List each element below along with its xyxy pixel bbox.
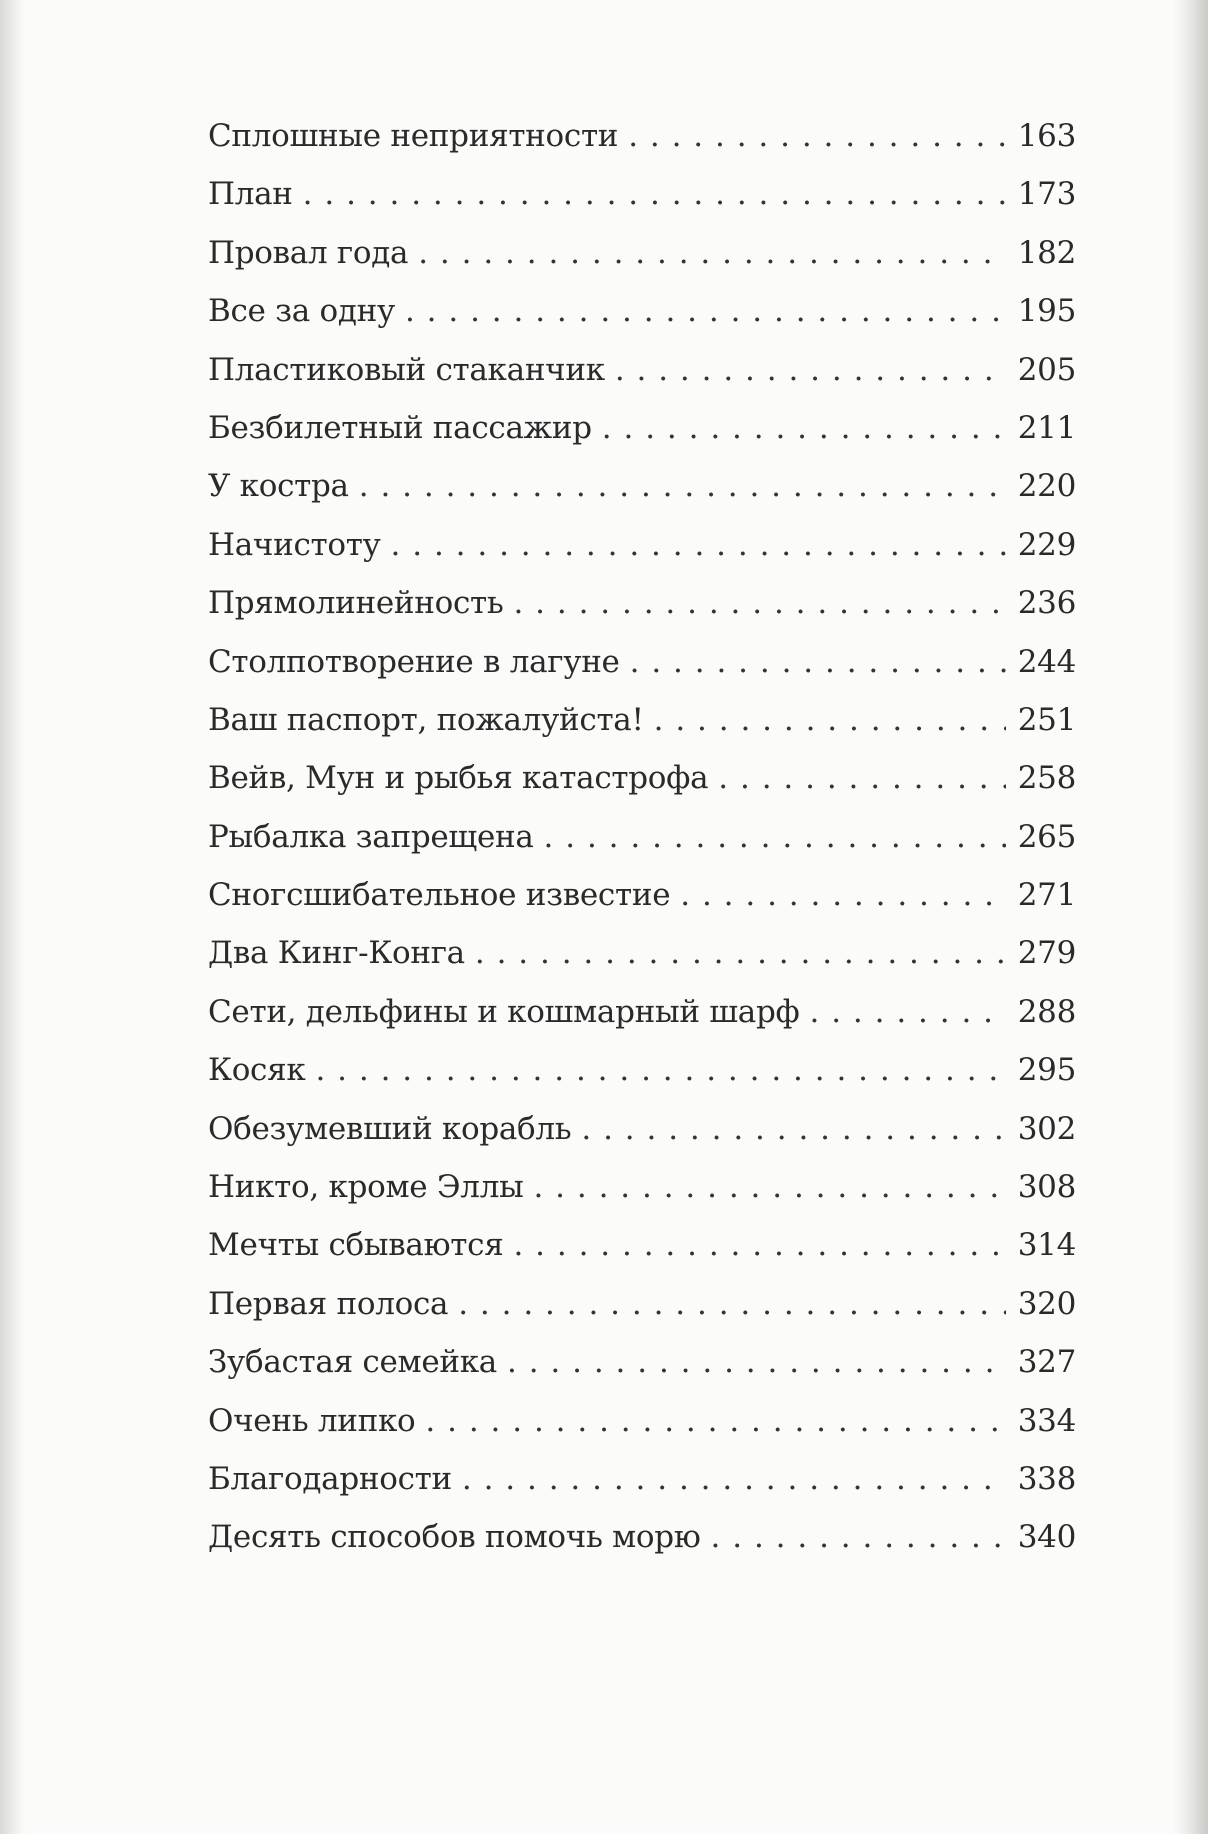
toc-entry-page-number: 340 bbox=[1017, 1519, 1076, 1556]
toc-entry-title: Сплошные неприятности bbox=[208, 118, 619, 154]
toc-entry-title: Зубастая семейка bbox=[208, 1344, 497, 1381]
dot-leader bbox=[809, 994, 1006, 1030]
table-of-contents bbox=[208, 118, 1076, 1578]
dot-leader bbox=[315, 1052, 1006, 1088]
toc-entry-title: Десять способов помочь морю bbox=[208, 1519, 701, 1556]
toc-entry-title: Сети, дельфины и кошмарный шарф bbox=[208, 993, 800, 1030]
toc-entry-page-number: 295 bbox=[1017, 1052, 1076, 1089]
toc-entry-title: Провал года bbox=[208, 234, 409, 271]
toc-entry-page-number: 229 bbox=[1017, 526, 1076, 563]
page-edge-right bbox=[1174, 0, 1208, 1834]
dot-leader bbox=[513, 585, 1006, 621]
toc-entry-page-number: 271 bbox=[1017, 877, 1076, 914]
toc-entry bbox=[208, 235, 1076, 293]
dot-leader bbox=[418, 235, 1006, 271]
toc-entry-title: Очень липко bbox=[208, 1402, 416, 1439]
toc-entry-title: У костра bbox=[208, 468, 349, 505]
toc-entry bbox=[208, 468, 1076, 526]
toc-entry bbox=[208, 819, 1076, 877]
dot-leader bbox=[630, 644, 1006, 680]
dot-leader bbox=[544, 819, 1006, 855]
dot-leader bbox=[507, 1344, 1006, 1380]
toc-entry bbox=[208, 1169, 1076, 1227]
dot-leader bbox=[405, 293, 1006, 329]
toc-entry-title: Сногсшибательное известие bbox=[208, 877, 671, 914]
toc-entry bbox=[208, 118, 1076, 176]
dot-leader bbox=[458, 1286, 1006, 1322]
toc-entry-page-number: 288 bbox=[1017, 993, 1076, 1030]
toc-entry-title: План bbox=[208, 176, 293, 213]
toc-entry-title: Обезумевший корабль bbox=[208, 1110, 572, 1147]
toc-entry bbox=[208, 352, 1076, 410]
dot-leader bbox=[654, 702, 1006, 738]
toc-entry-page-number: 334 bbox=[1017, 1402, 1076, 1439]
toc-entry bbox=[208, 877, 1076, 935]
toc-entry-title: Рыбалка запрещена bbox=[208, 818, 534, 855]
toc-entry bbox=[208, 527, 1076, 585]
dot-leader bbox=[462, 1461, 1006, 1497]
toc-entry-page-number: 302 bbox=[1017, 1110, 1076, 1147]
toc-entry bbox=[208, 1052, 1076, 1110]
toc-entry-title: Пластиковый стаканчик bbox=[208, 351, 605, 388]
dot-leader bbox=[711, 1519, 1006, 1555]
toc-entry-title: Начистоту bbox=[208, 526, 381, 563]
toc-entry-title: Ваш паспорт, пожалуйста! bbox=[208, 701, 644, 738]
toc-entry-title: Вейв, Мун и рыбья катастрофа bbox=[208, 760, 709, 797]
toc-entry bbox=[208, 1461, 1076, 1519]
toc-entry-title: Прямолинейность bbox=[208, 585, 504, 622]
toc-entry-page-number: 314 bbox=[1017, 1227, 1076, 1264]
toc-entry-page-number: 163 bbox=[1017, 118, 1076, 154]
toc-entry-title: Мечты сбываются bbox=[208, 1227, 504, 1264]
toc-entry-page-number: 244 bbox=[1017, 643, 1076, 680]
dot-leader bbox=[718, 760, 1006, 796]
toc-entry-page-number: 195 bbox=[1017, 293, 1076, 330]
toc-entry bbox=[208, 1344, 1076, 1402]
dot-leader bbox=[359, 468, 1006, 504]
toc-entry-title: Два Кинг-Конга bbox=[208, 935, 465, 972]
toc-entry bbox=[208, 410, 1076, 468]
toc-entry bbox=[208, 585, 1076, 643]
toc-entry-page-number: 265 bbox=[1017, 818, 1076, 855]
toc-entry bbox=[208, 1286, 1076, 1344]
toc-entry bbox=[208, 994, 1076, 1052]
toc-entry-title: Косяк bbox=[208, 1052, 306, 1089]
toc-entry bbox=[208, 1519, 1076, 1577]
toc-entry-page-number: 327 bbox=[1017, 1344, 1076, 1381]
dot-leader bbox=[533, 1169, 1006, 1205]
toc-entry-page-number: 308 bbox=[1017, 1169, 1076, 1206]
toc-entry-page-number: 236 bbox=[1017, 585, 1076, 622]
toc-entry bbox=[208, 293, 1076, 351]
toc-entry-page-number: 320 bbox=[1017, 1285, 1076, 1322]
dot-leader bbox=[581, 1111, 1006, 1147]
dot-leader bbox=[628, 118, 1006, 154]
toc-entry bbox=[208, 1111, 1076, 1169]
toc-entry-title: Безбилетный пассажир bbox=[208, 409, 592, 446]
toc-entry-title: Первая полоса bbox=[208, 1285, 449, 1322]
toc-entry bbox=[208, 1227, 1076, 1285]
page-edge-left bbox=[0, 0, 26, 1834]
toc-entry-page-number: 279 bbox=[1017, 935, 1076, 972]
dot-leader bbox=[680, 877, 1006, 913]
toc-entry-page-number: 173 bbox=[1017, 176, 1076, 213]
toc-entry bbox=[208, 1403, 1076, 1461]
toc-entry-page-number: 338 bbox=[1017, 1460, 1076, 1497]
dot-leader bbox=[391, 527, 1006, 563]
toc-entry-page-number: 251 bbox=[1017, 701, 1076, 738]
dot-leader bbox=[615, 352, 1006, 388]
dot-leader bbox=[303, 176, 1006, 212]
toc-entry-page-number: 182 bbox=[1017, 234, 1076, 271]
toc-entry-title: Столпотворение в лагуне bbox=[208, 643, 620, 680]
dot-leader bbox=[475, 935, 1006, 971]
toc-entry-title: Никто, кроме Эллы bbox=[208, 1169, 524, 1206]
toc-entry bbox=[208, 702, 1076, 760]
toc-entry bbox=[208, 935, 1076, 993]
toc-entry-page-number: 220 bbox=[1017, 468, 1076, 505]
dot-leader bbox=[425, 1403, 1006, 1439]
toc-entry bbox=[208, 176, 1076, 234]
dot-leader bbox=[602, 410, 1006, 446]
toc-entry-title: Все за одну bbox=[208, 293, 395, 330]
toc-entry-title: Благодарности bbox=[208, 1460, 452, 1497]
dot-leader bbox=[513, 1227, 1006, 1263]
toc-entry-page-number: 205 bbox=[1017, 351, 1076, 388]
toc-entry bbox=[208, 760, 1076, 818]
toc-entry-page-number: 211 bbox=[1017, 409, 1076, 446]
toc-entry-page-number: 258 bbox=[1017, 760, 1076, 797]
toc-entry bbox=[208, 644, 1076, 702]
